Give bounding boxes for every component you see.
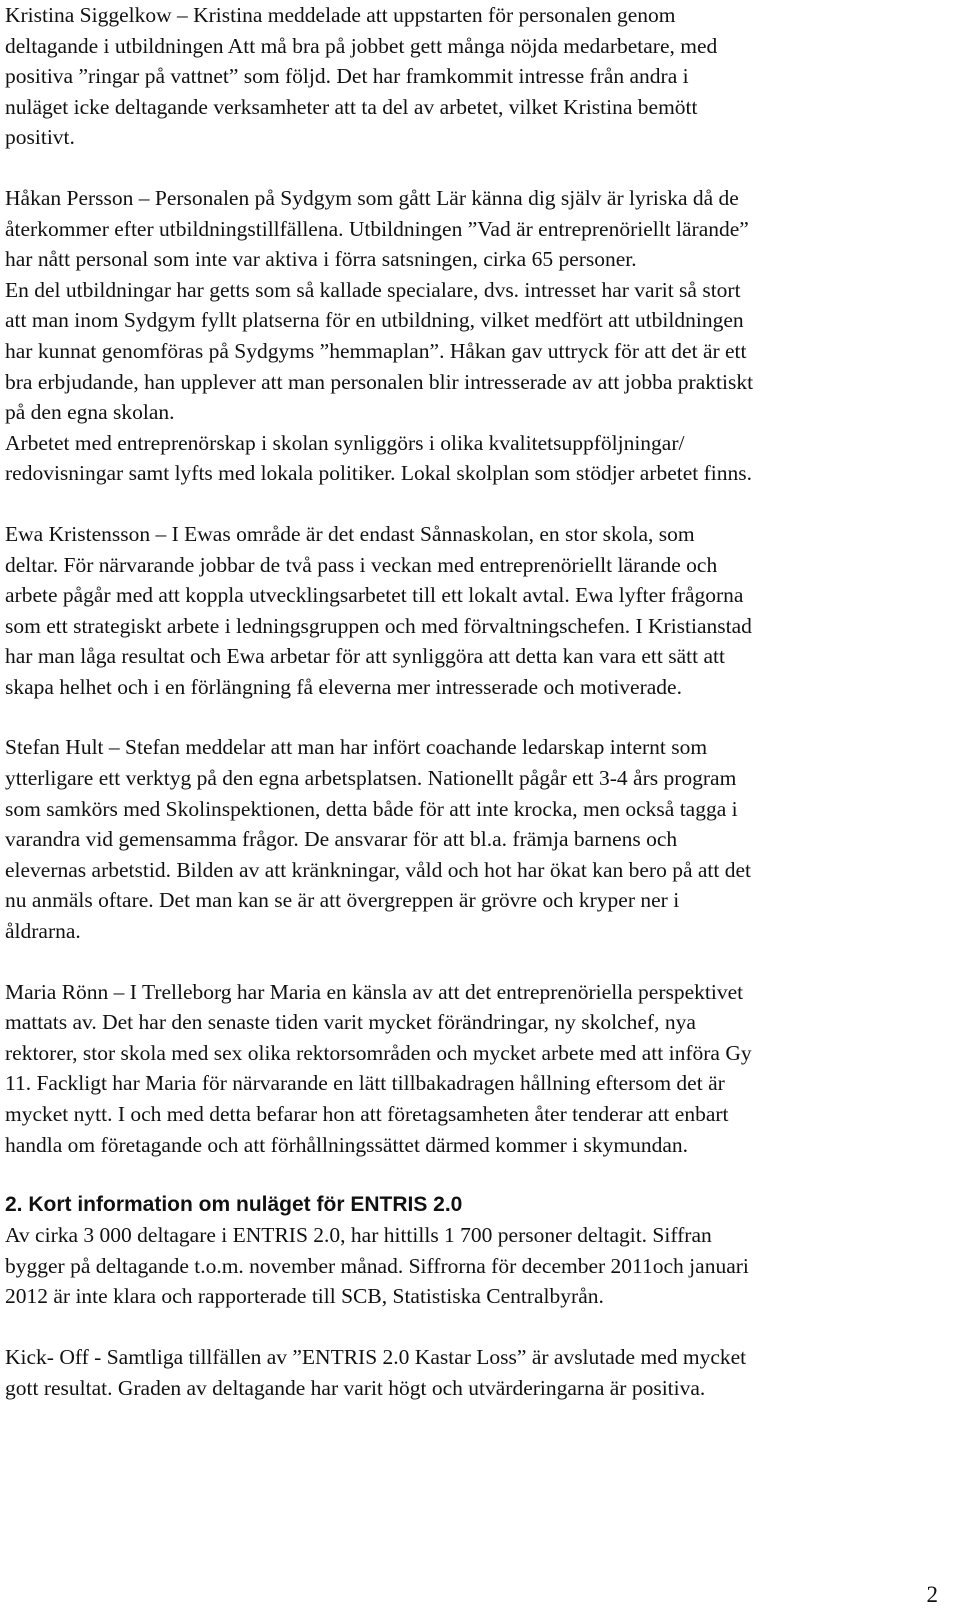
paragraph-stefan: Stefan Hult – Stefan meddelar att man har infört coachande ledarskap internt som ytterligare ett verktyg på den egna arbetsplatsen. Nationellt pågår ett 3-4 års program som samkörs med Skolinspektionen, detta både för att inte krocka, men också tagga i varandra vid gemensamma frågor. De ansvarar för att bl.a. främja barnens och elevernas arbetstid. Bilden av att kränkningar, våld och hot har ökat kan bero på att det nu anmäls oftare. Det man kan se är att övergreppen är grövre och kryper ner i åldrarna. [5, 735, 752, 944]
document-page [5, 0, 950, 1403]
paragraph-ewa: Ewa Kristensson – I Ewas område är det endast Sånnaskolan, en stor skola, som deltar. För närvarande jobbar de två pass i veckan med entreprenöriellt lärande och arbete pågår med att koppla utvecklingsarbetet till ett lokalt avtal. Ewa lyfter frågorna som ett strategiskt arbete i ledningsgruppen och med förvaltningschefen. I Kristianstad har man låga resultat och Ewa arbetar för att synliggöra att detta kan vara ett sätt att skapa helhet och i en förlängning få eleverna mer intresserade och motiverade. [5, 521, 752, 699]
paragraph-hakan: Håkan Persson – Personalen på Sydgym som gått Lär känna dig själv är lyriska då de återkommer efter utbildningstillfällena. Utbildningen ”Vad är entreprenöriellt lärande” har nått personal som inte var aktiva i förra satsningen, cirka 65 personer. En del utbildningar har getts som så kallade specialare, dvs. intresset har varit så stort att man inom Sydgym fyllt platserna för en utbildning, vilket medfört att utbildningen har kunnat genomföras på Sydgyms ”hemmaplan”. Håkan gav uttryck för att det är ett bra erbjudande, han upplever att man personalen blir intresserade av att jobba praktiskt på den egna skolan. Arbetet med entreprenörskap i skolan synliggörs i olika kvalitetsuppföljningar/ redovisningar samt lyfts med lokala politiker. Lokal skolplan som stödjer arbetet finns. [5, 185, 754, 486]
section-heading: 2. Kort information om nuläget för ENTRIS 2.0 [5, 1193, 463, 1217]
paragraph-entris-status: Av cirka 3 000 deltagare i ENTRIS 2.0, har hittills 1 700 personer deltagit. Siffran bygger på deltagande t.o.m. november månad. Siffrorna för december 2011och januari 2012 är inte klara och rapporterade till SCB, Statistiska Centralbyrån. [5, 1223, 749, 1309]
paragraph-kristina: Kristina Siggelkow – Kristina meddelade att uppstarten för personalen genom deltagande i utbildningen Att må bra på jobbet gett många nöjda medarbetare, med positiva ”ringar på vattnet” som följd. Det har framkommit intresse från andra i nuläget icke deltagande verksamheter att ta del av arbetet, vilket Kristina bemött positivt. [5, 3, 718, 150]
paragraph-maria: Maria Rönn – I Trelleborg har Maria en känsla av att det entreprenöriella perspektivet mattats av. Det har den senaste tiden varit mycket förändringar, ny skolchef, nya rektorer, stor skola med sex olika rektorsområden och mycket arbete med att införa Gy 11. Fackligt har Maria för närvarande en lätt tillbakadragen hållning eftersom det är mycket nytt. I och med detta befarar hon att företagsamheten åter tenderar att enbart handla om företagande och att förhållningssättet därmed kommer i skymundan. [5, 979, 752, 1157]
paragraph-kick-off: Kick- Off - Samtliga tillfällen av ”ENTRIS 2.0 Kastar Loss” är avslutade med mycket gott resultat. Graden av deltagande har varit högt och utvärderingarna är positiva. [5, 1344, 747, 1400]
page-number: 2 [926, 1582, 938, 1607]
